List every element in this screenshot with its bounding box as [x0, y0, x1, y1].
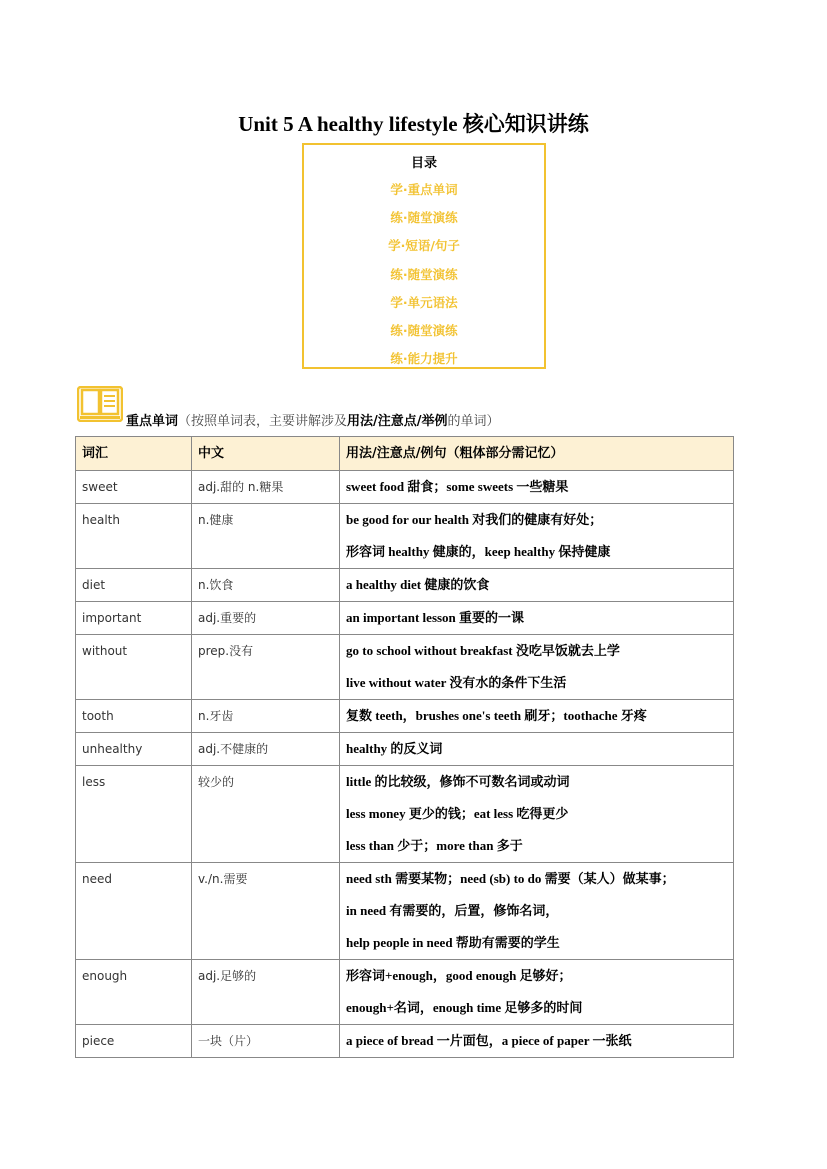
usage-line: 形容词+enough，good enough 足够好； [346, 968, 572, 983]
usage-line: 形容词 healthy 健康的，keep healthy 保持健康 [346, 544, 611, 559]
vocab-usage [340, 766, 734, 863]
vocab-usage [340, 569, 734, 602]
vocab-word: enough [76, 960, 192, 1025]
vocab-chinese: v./n.需要 [192, 863, 340, 960]
table-row [76, 504, 734, 569]
toc-item[interactable]: 练·随堂演练 [390, 210, 458, 226]
toc-item[interactable]: 学·短语/句子 [388, 238, 460, 254]
vocab-usage [340, 635, 734, 700]
vocab-word: piece [76, 1025, 192, 1058]
table-row [76, 471, 734, 504]
vocab-word: important [76, 602, 192, 635]
usage-line: less than 少于；more than 多于 [346, 838, 523, 853]
table-row [76, 733, 734, 766]
table-row [76, 602, 734, 635]
usage-line: in need 有需要的，后置，修饰名词， [346, 903, 559, 918]
vocab-usage [340, 863, 734, 960]
vocab-chinese: adj.足够的 [192, 960, 340, 1025]
table-header-row [76, 437, 734, 471]
usage-line: 复数 teeth，brushes one's teeth 刷牙；toothache 牙疼 [346, 708, 647, 723]
page-title: Unit 5 A healthy lifestyle 核心知识讲练 [238, 112, 589, 136]
usage-line: less money 更少的钱；eat less 吃得更少 [346, 806, 569, 821]
header-usage: 用法/注意点/例句（粗体部分需记忆） [340, 437, 734, 471]
vocab-usage [340, 733, 734, 766]
usage-line: little 的比较级，修饰不可数名词或动词 [346, 774, 570, 789]
vocab-chinese: adj.重要的 [192, 602, 340, 635]
header-word: 词汇 [76, 437, 192, 471]
usage-line: a healthy diet 健康的饮食 [346, 577, 490, 592]
vocab-chinese: n.牙齿 [192, 700, 340, 733]
table-row [76, 635, 734, 700]
table-row [76, 569, 734, 602]
usage-line: need sth 需要某物；need (sb) to do 需要（某人）做某事； [346, 871, 675, 886]
vocab-chinese: adj.不健康的 [192, 733, 340, 766]
vocab-usage [340, 700, 734, 733]
table-row [76, 766, 734, 863]
vocab-chinese: 一块（片） [192, 1025, 340, 1058]
table-of-contents [302, 143, 546, 369]
toc-item[interactable]: 练·随堂演练 [390, 266, 458, 282]
vocab-word: need [76, 863, 192, 960]
vocab-word: sweet [76, 471, 192, 504]
usage-line: live without water 没有水的条件下生活 [346, 675, 567, 690]
table-row [76, 863, 734, 960]
vocab-word: less [76, 766, 192, 863]
usage-line: be good for our health 对我们的健康有好处； [346, 512, 603, 527]
vocab-word: health [76, 504, 192, 569]
vocab-usage [340, 602, 734, 635]
usage-line: help people in need 帮助有需要的学生 [346, 935, 560, 950]
vocab-chinese: adj.甜的 n.糖果 [192, 471, 340, 504]
toc-heading: 目录 [410, 156, 437, 171]
vocab-chinese: 较少的 [192, 766, 340, 863]
usage-line: enough+名词，enough time 足够多的时间 [346, 1000, 583, 1015]
vocab-word: without [76, 635, 192, 700]
header-chinese: 中文 [192, 437, 340, 471]
vocab-usage [340, 960, 734, 1025]
section-note: （按照单词表，主要讲解涉及 [178, 414, 348, 429]
usage-line: go to school without breakfast 没吃早饭就去上学 [346, 643, 620, 658]
table-row [76, 700, 734, 733]
vocab-word: diet [76, 569, 192, 602]
vocab-chinese: n.饮食 [192, 569, 340, 602]
vocab-word: tooth [76, 700, 192, 733]
section-label: 重点单词 [126, 414, 179, 429]
toc-item[interactable]: 学·重点单词 [390, 182, 458, 197]
vocab-word: unhealthy [76, 733, 192, 766]
vocabulary-table [75, 436, 734, 1058]
table-row [76, 960, 734, 1025]
usage-line: a piece of bread 一片面包，a piece of paper 一张纸 [346, 1033, 632, 1048]
toc-item[interactable]: 练·随堂演练 [390, 322, 458, 338]
book-icon [77, 386, 123, 422]
vocab-usage [340, 504, 734, 569]
toc-item[interactable]: 练·能力提升 [390, 351, 458, 367]
toc-item[interactable]: 学·单元语法 [390, 294, 458, 310]
section-note-bold: 用法/注意点/举例 [347, 414, 448, 429]
section-note-end: 的单词） [447, 414, 500, 429]
usage-line: sweet food 甜食；some sweets 一些糖果 [346, 479, 569, 494]
vocab-usage [340, 471, 734, 504]
usage-line: an important lesson 重要的一课 [346, 610, 525, 625]
table-row [76, 1025, 734, 1058]
vocab-chinese: prep.没有 [192, 635, 340, 700]
section-heading [126, 410, 500, 429]
vocab-chinese: n.健康 [192, 504, 340, 569]
usage-line: healthy 的反义词 [346, 741, 443, 756]
vocab-usage [340, 1025, 734, 1058]
